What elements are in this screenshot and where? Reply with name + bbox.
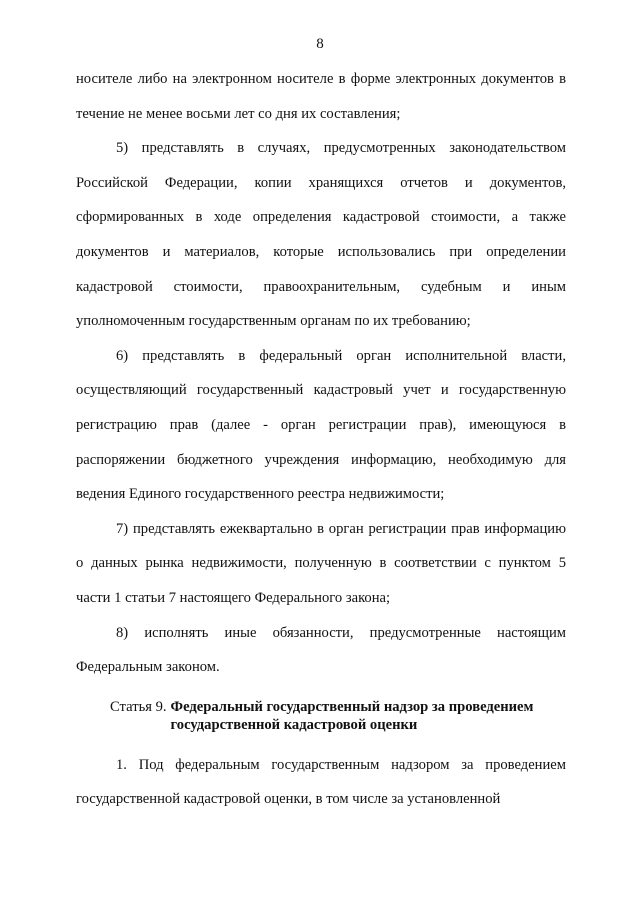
document-body [76,62,566,817]
paragraph-1: носителе либо на электронном носителе в форме электронных документов в течение не менее восьми лет со дня их составления; [76,71,566,122]
paragraph-item-8: 8) исполнять иные обязанности, предусмотренные настоящим Федеральным законом. [76,624,566,676]
paragraph-item-7: 7) представлять ежеквартально в орган регистрации прав информацию о данных рынка недвижимости, полученную в соответствии с пунктом 5 части 1 статьи 7 настоящего Федерального закона; [76,520,566,606]
paragraph-item-6: 6) представлять в федеральный орган исполнительной власти, осуществляющий государственный кадастровый учет и государственную регистрацию прав (далее - орган регистрации прав), имеющуюся в распоряжении бюджетного учреждения информацию, необходимую для ведения Единого государственного реестра недвижимости; [76,347,566,503]
article-number: Статья 9. [110,698,167,715]
article-heading [76,698,566,734]
paragraph-item-5: 5) представлять в случаях, предусмотренных законодательством Российской Федерации, копии хранящихся отчетов и документов, сформированных в ходе определения кадастровой стоимости, а также документов и материалов, которые использовались при определении кадастровой стоимости, правоохранительным, судебным и иным уполномоченным государственным органам по их требованию; [76,140,566,330]
article-title: Федеральный государственный надзор за проведением государственной кадастровой оценки [170,698,534,733]
paragraph-article-9-1: 1. Под федеральным государственным надзором за проведением государственной кадастровой оценки, в том числе за установленной [76,756,566,808]
page-number: 8 [316,36,324,52]
